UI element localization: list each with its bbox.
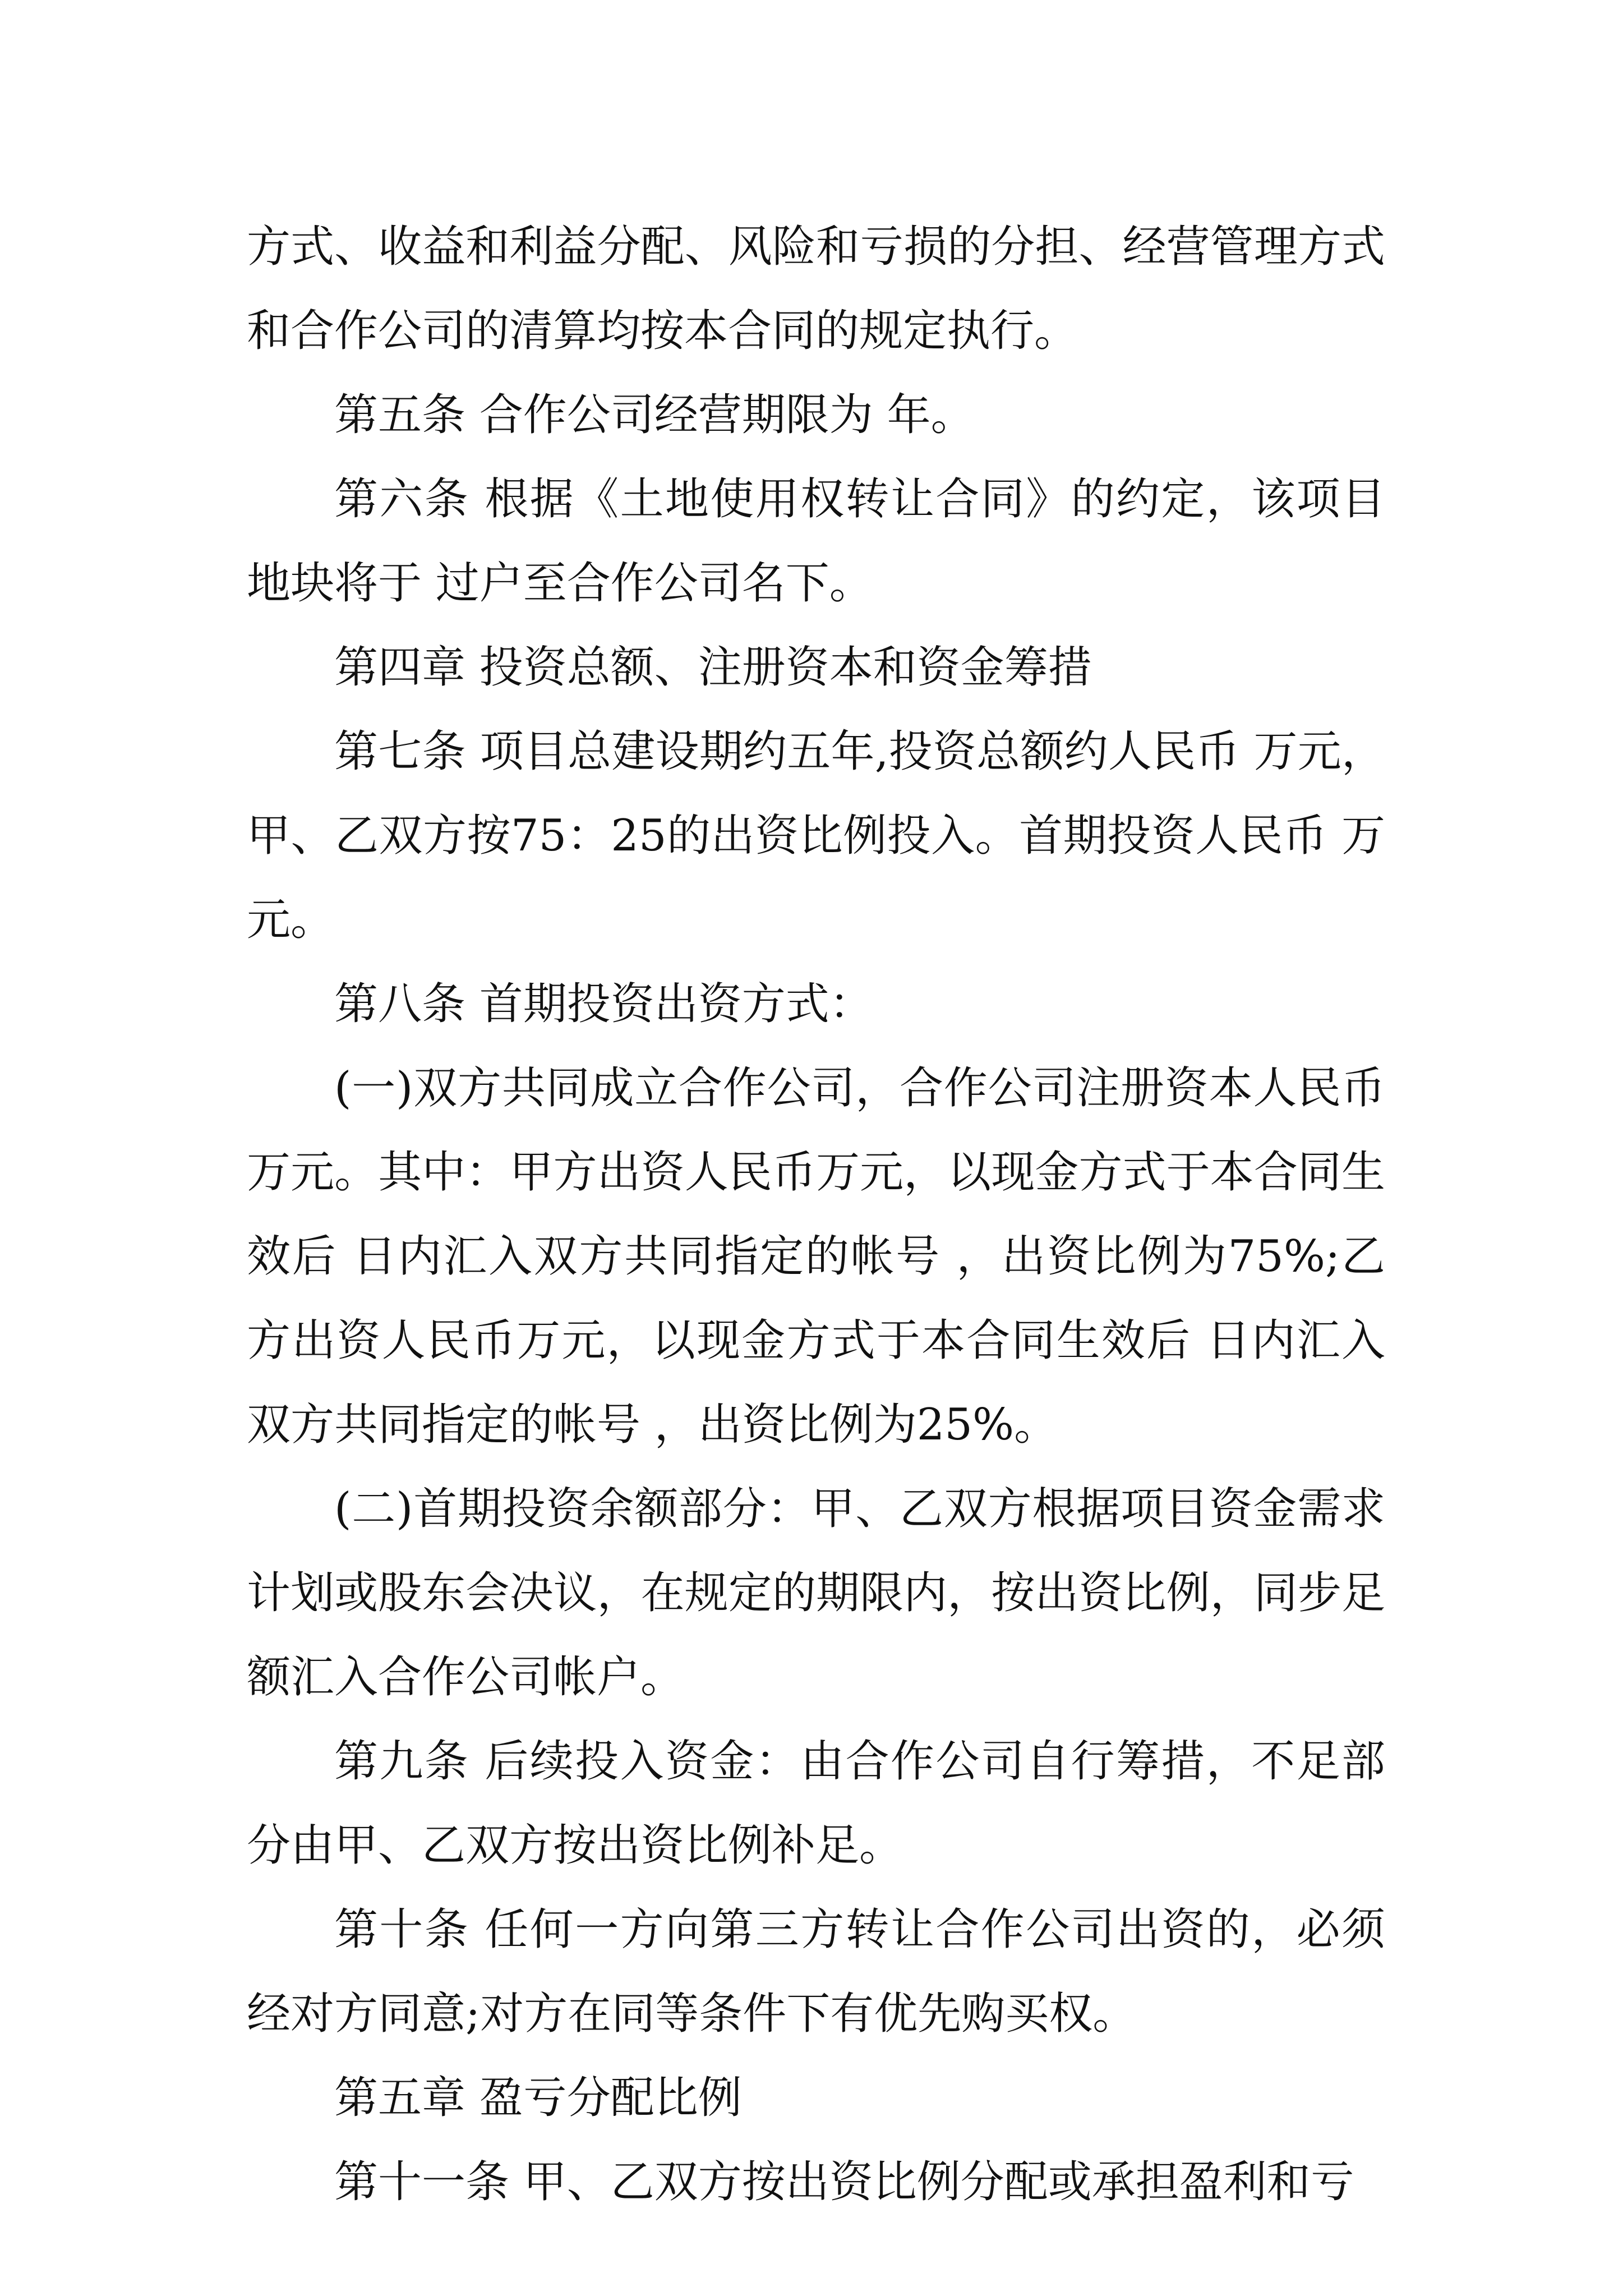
paragraph-article-9: 第九条 后续投入资金：由合作公司自行筹措，不足部分由甲、乙双方按出资比例补足。	[247, 1736, 1385, 1871]
document-body	[247, 205, 1385, 2224]
paragraph-article-8: 第八条 首期投资出资方式：	[334, 979, 873, 1029]
paragraph-article-8-item-1: (一)双方共同成立合作公司，合作公司注册资本人民币万元。其中：甲方出资人民币万元，以现金方式于本合同生效后 日内汇入双方共同指定的帐号 ，出资比例为75%;乙方出资人民币万元，以现金方式于本合同生效后 日内汇入双方共同指定的帐号 ，出资比例为25%。	[247, 1063, 1385, 1450]
paragraph-article-10: 第十条 任何一方向第三方转让合作公司出资的，必须经对方同意;对方在同等条件下有优先购买权。	[247, 1904, 1385, 2039]
paragraph-article-6: 第六条 根据《土地使用权转让合同》的约定，该项目地块将于 过户至合作公司名下。	[247, 474, 1385, 609]
paragraph-article-8-item-2: (二)首期投资余额部分：甲、乙双方根据项目资金需求计划或股东会决议，在规定的期限内，按出资比例，同步足额汇入合作公司帐户。	[247, 1484, 1385, 1703]
paragraph-article-11: 第十一条 甲、乙双方按出资比例分配或承担盈利和亏	[334, 2157, 1354, 2207]
chapter-heading-5: 第五章 盈亏分配比例	[334, 2073, 742, 2123]
paragraph-article-7: 第七条 项目总建设期约五年,投资总额约人民币 万元，甲、乙双方按75：25的出资比例投入。首期投资人民币 万元。	[247, 726, 1385, 945]
chapter-heading-4: 第四章 投资总额、注册资本和资金筹措	[334, 642, 1092, 693]
paragraph-continuation: 方式、收益和利益分配、风险和亏损的分担、经营管理方式和合作公司的清算均按本合同的规定执行。	[247, 222, 1385, 356]
paragraph-article-5: 第五条 合作公司经营期限为 年。	[334, 390, 975, 440]
